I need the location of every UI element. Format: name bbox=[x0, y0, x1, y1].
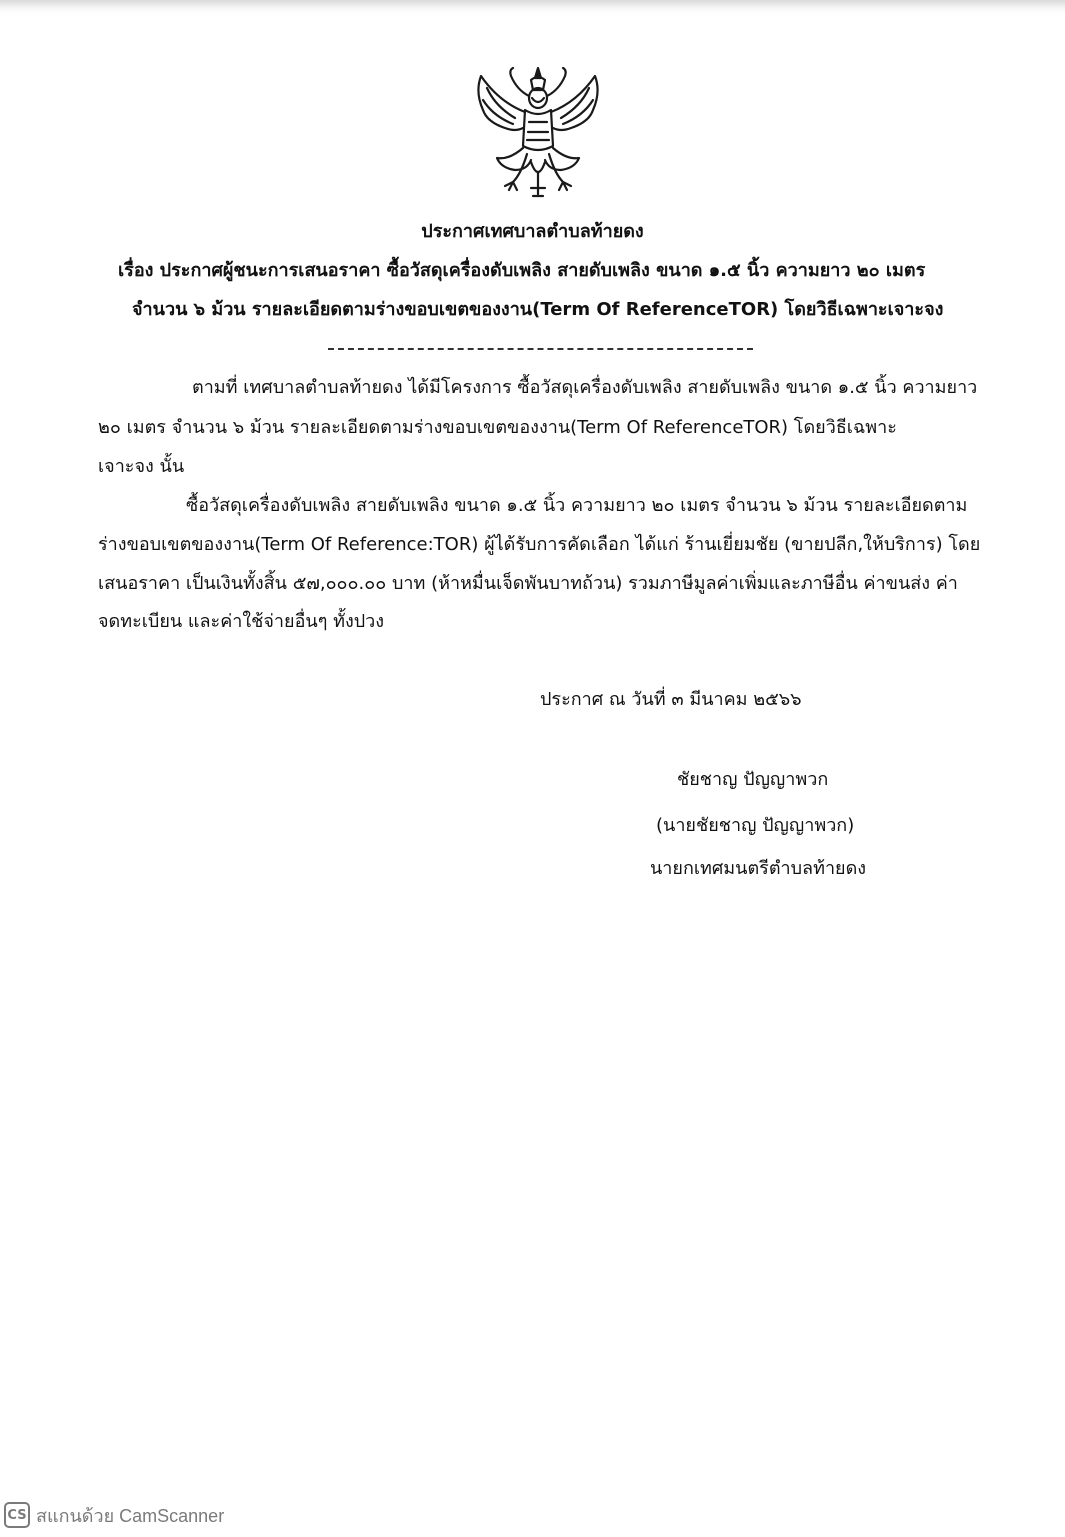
signer-full-name: (นายชัยชาญ ปัญญาพวก) bbox=[656, 815, 855, 836]
paragraph1-line3: เจาะจง นั้น bbox=[98, 456, 185, 477]
camscanner-watermark bbox=[4, 1500, 224, 1530]
separator-rule bbox=[328, 348, 753, 350]
watermark-text: สแกนด้วย CamScanner bbox=[36, 1505, 225, 1526]
announcement-date: ประกาศ ณ วันที่ ๓ มีนาคม ๒๕๖๖ bbox=[540, 689, 802, 710]
announcement-header: ประกาศเทศบาลตำบลท้ายดง bbox=[421, 221, 644, 242]
paragraph2-line2: ร่างขอบเขตของงาน(Term Of Reference:TOR) ผู้ได้รับการคัดเลือก ได้แก่ ร้านเยี่ยมชัย (ขายปลีก,ให้บริการ) โดย bbox=[98, 534, 981, 555]
paragraph2-line4: จดทะเบียน และค่าใช้จ่ายอื่นๆ ทั้งปวง bbox=[98, 611, 385, 632]
garuda-emblem-icon bbox=[465, 62, 611, 208]
signer-position: นายกเทศมนตรีตำบลท้ายดง bbox=[650, 858, 867, 879]
subject-line-1: เรื่อง ประกาศผู้ชนะการเสนอราคา ซื้อวัสดุเครื่องดับเพลิง สายดับเพลิง ขนาด ๑.๕ นิ้ว ความยาว ๒๐ เมตร bbox=[118, 260, 926, 281]
subject-line-2: จำนวน ๖ ม้วน รายละเอียดตามร่างขอบเขตของงาน(Term Of ReferenceTOR) โดยวิธีเฉพาะเจาะจง bbox=[132, 299, 944, 320]
scan-top-edge bbox=[0, 0, 1065, 14]
paragraph2-line1: ซื้อวัสดุเครื่องดับเพลิง สายดับเพลิง ขนาด ๑.๕ นิ้ว ความยาว ๒๐ เมตร จำนวน ๖ ม้วน รายละเอียดตาม bbox=[186, 495, 968, 516]
paragraph1-line1: ตามที่ เทศบาลตำบลท้ายดง ได้มีโครงการ ซื้อวัสดุเครื่องดับเพลิง สายดับเพลิง ขนาด ๑.๕ นิ้ว ความยาว bbox=[192, 377, 978, 398]
signature: ชัยชาญ ปัญญาพวก bbox=[677, 769, 829, 790]
paragraph2-line3: เสนอราคา เป็นเงินทั้งสิ้น ๕๗,๐๐๐.๐๐ บาท (ห้าหมื่นเจ็ดพันบาทถ้วน) รวมภาษีมูลค่าเพิ่มและภาษีอื่น ค่าขนส่ง ค่า bbox=[98, 573, 958, 594]
camscanner-logo-icon: CS bbox=[4, 1502, 30, 1528]
paragraph1-line2: ๒๐ เมตร จำนวน ๖ ม้วน รายละเอียดตามร่างขอบเขตของงาน(Term Of ReferenceTOR) โดยวิธีเฉพาะ bbox=[98, 417, 897, 438]
